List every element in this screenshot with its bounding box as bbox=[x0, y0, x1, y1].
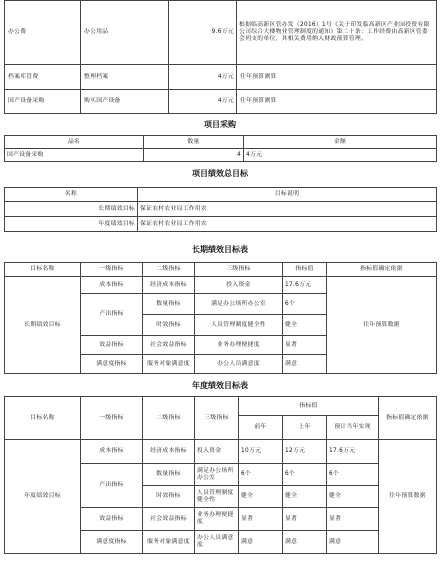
value-current: 显著 bbox=[327, 508, 379, 531]
procurement-qty: 4 bbox=[144, 149, 244, 162]
value-prev1: 健全 bbox=[283, 486, 327, 508]
col-header: 三级指标 bbox=[195, 397, 239, 440]
level3-indicator: 办公人员满意度 bbox=[195, 531, 239, 554]
indicator-value: 满意 bbox=[283, 355, 327, 374]
level1-indicator: 产出指标 bbox=[81, 464, 143, 508]
value-basis: 往年预算数据 bbox=[379, 440, 437, 554]
procurement-name: 国产设备采购 bbox=[5, 149, 144, 162]
level2-indicator: 社会效益指标 bbox=[143, 508, 195, 531]
col-header: 一级指标 bbox=[81, 397, 143, 440]
procurement-table bbox=[4, 135, 436, 162]
level3-indicator: 投入资金 bbox=[195, 440, 239, 464]
col-header: 指标值 bbox=[239, 397, 379, 416]
level2-indicator: 数量指标 bbox=[143, 464, 195, 486]
value-current: 6个 bbox=[327, 464, 379, 486]
sub-header: 前年 bbox=[239, 416, 283, 440]
col-header: 二级指标 bbox=[143, 397, 195, 440]
expense-basis: 往年预算测算 bbox=[237, 65, 437, 90]
col-header: 金额 bbox=[244, 136, 437, 149]
level1-indicator: 产出指标 bbox=[81, 294, 143, 336]
col-header: 名称 bbox=[5, 188, 138, 202]
level3-indicator: 满足办公场所办公室 bbox=[195, 294, 283, 315]
level2-indicator: 时效指标 bbox=[143, 315, 195, 336]
long-term-table bbox=[4, 262, 436, 374]
table-row bbox=[5, 277, 437, 294]
col-header: 目标名称 bbox=[5, 397, 81, 440]
table-row bbox=[5, 217, 437, 232]
value-current: 17.6万元 bbox=[327, 440, 379, 464]
indicator-value: 17.6万元 bbox=[283, 277, 327, 294]
indicator-value: 6个 bbox=[283, 294, 327, 315]
goal-name: 年度绩效目标 bbox=[5, 217, 138, 232]
indicator-value: 健全 bbox=[283, 315, 327, 336]
expense-name: 办公费 bbox=[5, 1, 81, 65]
level1-indicator: 满意度指标 bbox=[81, 531, 143, 554]
level2-indicator: 经济成本指标 bbox=[143, 277, 195, 294]
col-header: 目标说明 bbox=[138, 188, 437, 202]
col-header: 指标值确定依据 bbox=[327, 263, 437, 277]
table-row bbox=[5, 202, 437, 217]
table-row bbox=[5, 65, 437, 90]
level2-indicator: 社会效益指标 bbox=[143, 336, 195, 355]
expense-basis: 根据临高新区管办发（2016）1号《关于印发临高新区产业园投资有限公司综合大楼物业管理制度的通知》第二十条：工作经费由高新区管委会列支的单位，其相关费用纳入财政预算管理。 bbox=[237, 1, 437, 65]
procurement-title: 项目采购 bbox=[204, 120, 236, 129]
col-header: 品名 bbox=[5, 136, 144, 149]
goal-name: 年度绩效目标 bbox=[5, 440, 81, 554]
goal-desc: 保证农村农业局工作用农 bbox=[138, 217, 437, 232]
value-prev1: 满意 bbox=[283, 531, 327, 554]
expense-item: 办公用品 bbox=[81, 1, 169, 65]
level1-indicator: 满意度指标 bbox=[81, 355, 143, 374]
level3-indicator: 满足办公场所办公室 bbox=[195, 464, 239, 486]
table-row bbox=[5, 149, 437, 162]
expense-name: 国产设备采购 bbox=[5, 90, 81, 114]
expense-amount: 4万元 bbox=[169, 90, 237, 114]
value-current: 健全 bbox=[327, 486, 379, 508]
value-basis: 往年预算数据 bbox=[327, 277, 437, 374]
overall-goals-title: 项目绩效总目标 bbox=[192, 169, 248, 178]
value-prev1: 6个 bbox=[283, 464, 327, 486]
annual-table bbox=[4, 396, 436, 554]
long-term-title: 长期绩效目标表 bbox=[192, 245, 248, 254]
procurement-amount: 4万元 bbox=[244, 149, 437, 162]
value-prev2: 10万元 bbox=[239, 440, 283, 464]
level2-indicator: 经济成本指标 bbox=[143, 440, 195, 464]
level3-indicator: 人员管理制度健全性 bbox=[195, 315, 283, 336]
goal-name: 长期绩效目标 bbox=[5, 202, 138, 217]
col-header: 指标值确定依据 bbox=[379, 397, 437, 440]
col-header: 目标名称 bbox=[5, 263, 81, 277]
expense-item: 购买国产设备 bbox=[81, 90, 169, 114]
level1-indicator: 成本指标 bbox=[81, 440, 143, 464]
value-prev2: 6个 bbox=[239, 464, 283, 486]
expense-table bbox=[4, 0, 436, 114]
expense-basis: 往年预算测算 bbox=[237, 90, 437, 114]
level2-indicator: 服务对象满意度 bbox=[143, 531, 195, 554]
level2-indicator: 服务对象满意度 bbox=[143, 355, 195, 374]
goal-desc: 保证农村农业局工作用农 bbox=[138, 202, 437, 217]
level3-indicator: 投入资金 bbox=[195, 277, 283, 294]
expense-item: 整理档案 bbox=[81, 65, 169, 90]
level3-indicator: 业务办理便捷度 bbox=[195, 508, 239, 531]
level3-indicator: 办公人员满意度 bbox=[195, 355, 283, 374]
value-prev2: 满意 bbox=[239, 531, 283, 554]
expense-name: 档案库管费 bbox=[5, 65, 81, 90]
annual-title: 年度绩效目标表 bbox=[192, 381, 248, 390]
expense-amount: 4万元 bbox=[169, 65, 237, 90]
table-header-row bbox=[5, 263, 437, 277]
value-prev1: 12万元 bbox=[283, 440, 327, 464]
level2-indicator: 数量指标 bbox=[143, 294, 195, 315]
table-row bbox=[5, 1, 437, 65]
value-prev1: 显著 bbox=[283, 508, 327, 531]
table-header-row bbox=[5, 136, 437, 149]
sub-header: 预计当年实现 bbox=[327, 416, 379, 440]
expense-amount: 9.6万元 bbox=[169, 1, 237, 65]
value-prev2: 健全 bbox=[239, 486, 283, 508]
col-header: 二级指标 bbox=[143, 263, 195, 277]
table-header-row bbox=[5, 397, 437, 416]
level1-indicator: 效益指标 bbox=[81, 336, 143, 355]
goal-name: 长期绩效目标 bbox=[5, 277, 81, 374]
overall-goals-table bbox=[4, 187, 436, 232]
table-row bbox=[5, 440, 437, 464]
level2-indicator: 时效指标 bbox=[143, 486, 195, 508]
level3-indicator: 人员管理制度健全性 bbox=[195, 486, 239, 508]
col-header: 三级指标 bbox=[195, 263, 283, 277]
level3-indicator: 业务办理便捷度 bbox=[195, 336, 283, 355]
table-header-row bbox=[5, 188, 437, 202]
indicator-value: 显著 bbox=[283, 336, 327, 355]
value-prev2: 显著 bbox=[239, 508, 283, 531]
col-header: 指标值 bbox=[283, 263, 327, 277]
value-current: 满意 bbox=[327, 531, 379, 554]
level1-indicator: 效益指标 bbox=[81, 508, 143, 531]
table-row bbox=[5, 90, 437, 114]
col-header: 一级指标 bbox=[81, 263, 143, 277]
sub-header: 上年 bbox=[283, 416, 327, 440]
col-header: 数量 bbox=[144, 136, 244, 149]
level1-indicator: 成本指标 bbox=[81, 277, 143, 294]
